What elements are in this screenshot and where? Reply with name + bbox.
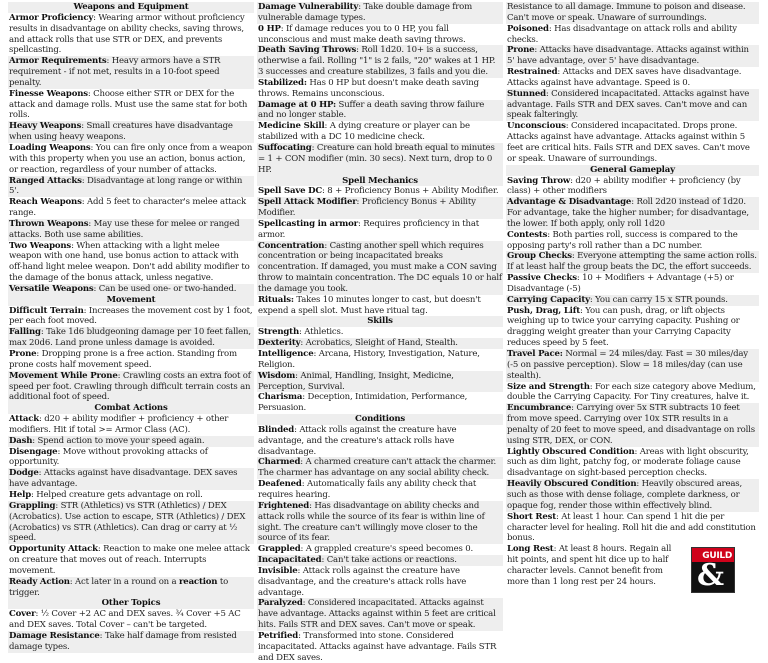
- rule-separator: :: [553, 544, 559, 555]
- rule-description: Helped creature gets advantage on roll.: [36, 489, 203, 500]
- rule-description: Animal, Handling, Insight, Medicine, Perception, Survival.: [258, 370, 454, 392]
- rule-entry-lightly-obscured-condition: [506, 447, 759, 480]
- rule-description: Take half damage from resisted damage types.: [9, 630, 237, 652]
- rule-separator: :: [35, 609, 41, 620]
- rule-description: Crawling costs an extra foot of speed per foot. Crawling through difficult terrain costs an additional foot of speed.: [9, 370, 251, 403]
- rule-description: Requires proficiency in that armor.: [258, 218, 480, 240]
- rule-entry-death-saving-throws: [257, 45, 503, 78]
- rule-entry-size-and-strength: [506, 382, 759, 404]
- rule-description: A dying creature or player can be stabilized with a DC 10 medicine check.: [258, 121, 470, 143]
- rule-separator: :: [309, 500, 315, 511]
- rule-description: Suffer a death saving throw failure and no longer stable.: [258, 99, 485, 121]
- rule-term: Reach Weapons: [9, 197, 82, 208]
- rule-description: 8 + Proficiency Bonus + Ability Modifier.: [327, 186, 499, 197]
- rule-description: Proficiency Bonus + Ability Modifier.: [258, 197, 476, 219]
- rule-entry-stabilized: [257, 78, 503, 100]
- rule-term: Contests: [507, 229, 548, 240]
- rule-term: Finesse Weapons: [9, 88, 88, 99]
- rule-separator: :: [358, 2, 364, 12]
- rule-description: Heavy armors have a STR requirement - if not met, results in a 10-foot speed penalty.: [9, 56, 221, 88]
- rule-entry-spellcasting-in-armor: [257, 219, 503, 241]
- rule-entry-damage-resistance: [8, 631, 254, 653]
- rule-entry-loading-weapons: [8, 143, 254, 176]
- rule-term: Heavily Obscured Condition: [507, 479, 637, 490]
- rule-entry-paralyzed: [257, 598, 503, 631]
- rule-separator: :: [93, 12, 99, 23]
- rule-term: Long Rest: [507, 544, 554, 555]
- rule-description: Acrobatics, Sleight of Hand, Stealth.: [305, 338, 458, 349]
- rule-term: Damage Vulnerability: [258, 2, 359, 12]
- rule-description: STR (Athletics) vs STR (Athletics) / DEX (Acrobatics). Use action to escape, STR (Athletics) / DEX (Acrobatics) vs STR (Athletics). Can drag or carry at ½ speed.: [9, 500, 246, 544]
- rule-description: Deception, Intimidation, Performance, Persuasion.: [258, 392, 468, 414]
- rule-description: Act later in a round on a: [75, 576, 179, 587]
- rule-term: Ready Action: [9, 576, 70, 587]
- rule-term: Damage at 0 HP:: [258, 99, 336, 110]
- rule-separator: :: [81, 175, 87, 186]
- rule-entry-armor-proficiency: [8, 13, 254, 56]
- rule-entry-grappled: [257, 544, 503, 555]
- rule-separator: :: [280, 23, 286, 34]
- rule-entry-heavy-weapons: [8, 121, 254, 143]
- rule-term: Frightened: [258, 500, 310, 511]
- rule-separator: :: [570, 175, 576, 186]
- rule-description: Has 0 HP but doesn't make death saving throws. Remains unconscious.: [258, 77, 479, 99]
- section-heading-movement: Movement: [8, 295, 254, 306]
- rule-entry-damage-at-0-hp: [257, 100, 503, 122]
- rule-description: Roll 2d20 instead of 1d20. For advantage, take the higher number; for disadvantage, the lower. If both apply, only roll 1d20: [507, 197, 749, 229]
- rule-term: Deafened: [258, 479, 302, 490]
- rule-description: Automatically fails any ability check that requires hearing.: [258, 479, 477, 500]
- rule-term: Intelligence: [258, 349, 314, 359]
- rule-separator: :: [83, 305, 89, 316]
- rule-entry-spell-save-dc: [257, 186, 503, 197]
- rule-entry-strength: [257, 327, 503, 338]
- rule-entry-restrained: [506, 67, 759, 89]
- rule-term: Poisoned: [507, 23, 549, 34]
- rule-entry-charisma: [257, 392, 503, 414]
- rule-term: Short Rest: [507, 511, 557, 522]
- rule-entry-intelligence: [257, 349, 503, 371]
- rule-entry-spell-attack-modifier: [257, 197, 503, 219]
- rule-description: Has disadvantage on ability checks and attack rolls while the source of its fear is within line of sight. The creature can't willingly move closer to the source of its fear.: [258, 500, 485, 544]
- rule-description: Areas with light obscurity, such as dim light, patchy fog, or moderate foliage cause disadvantage on sight-based perception checks.: [507, 446, 749, 479]
- rule-term: Charmed: [258, 457, 301, 468]
- rule-term: Prone: [9, 349, 37, 359]
- rule-separator: :: [589, 381, 595, 392]
- rule-term: Spell Attack Modifier: [258, 197, 357, 208]
- rule-separator: :: [38, 414, 45, 425]
- section-heading-conditions: Conditions: [257, 414, 503, 425]
- rule-description: Attacks have disadvantage. Attacks against within 5' have advantage, over 5' have disadvantage.: [507, 45, 749, 67]
- rule-term: Loading Weapons: [9, 142, 91, 153]
- rule-separator: :: [547, 229, 553, 240]
- rule-separator: :: [322, 186, 328, 197]
- section-heading-other-topics: Other Topics: [8, 598, 254, 609]
- rule-term: Blinded: [258, 424, 295, 435]
- rule-entry-prone: [506, 45, 759, 67]
- rule-entry-prone: [8, 349, 254, 371]
- rule-term: Damage Resistance: [9, 630, 100, 641]
- rule-description: Can be used one- or two-handed.: [98, 283, 237, 294]
- rule-description: Both parties roll, success is compared to the opposing party's roll rather than a DC number.: [507, 229, 738, 251]
- rule-entry-stunned: [506, 89, 759, 122]
- rule-entry-blinded: [257, 425, 503, 458]
- rule-separator: :: [294, 424, 300, 435]
- rule-entry-poisoned: [506, 24, 759, 46]
- rule-description: Considered incapacitated. Attacks against have advantage. Attacks against within 5 feet are critical hits. Fails STR and DEX saves. Can't move or speak.: [258, 598, 496, 631]
- rule-description: At least 8 hours. Regain all hit points, and spent hit dice up to half character levels. Cannot benefit from more than 1 long rest per 24 hours.: [507, 544, 672, 587]
- rule-term: Saving Throw: [507, 175, 571, 186]
- rule-description: Take double damage from vulnerable damage types.: [258, 2, 473, 23]
- rule-entry-cover: [8, 609, 254, 631]
- rule-entry-continuation: [506, 2, 759, 24]
- rule-description: Attack rolls against the creature have disadvantage, and the creature's attack rolls have advantage.: [258, 565, 467, 598]
- section-heading-weapons-and-equipment: Weapons and Equipment: [8, 2, 254, 13]
- rule-term: Travel Pace:: [507, 349, 563, 359]
- rule-description: Reaction to make one melee attack on creature that moves out of reach. Interrupts movement.: [9, 544, 250, 576]
- rule-separator: :: [302, 598, 308, 609]
- rule-description: Choose either STR or DEX for the attack and damage rolls. Must use the same stat for both rolls.: [9, 88, 248, 121]
- rule-separator: :: [40, 327, 47, 338]
- rule-separator: :: [321, 555, 327, 566]
- rule-entry-damage-vulnerability: [257, 2, 503, 24]
- rule-term: Movement While Prone: [9, 370, 118, 381]
- rule-entry-opportunity-attack: [8, 544, 254, 577]
- rule-description: Disadvantage at long range or within 5'.: [9, 175, 243, 197]
- rule-entry-medicine-skill: [257, 121, 503, 143]
- rule-entry-petrified: [257, 631, 503, 663]
- rule-term: Size and Strength: [507, 381, 590, 392]
- rule-description: Casting another spell which requires concentration or being incapacitated breaks concentration. If damaged, you must make a CON saving throw to maintain concentration. The DC equals 10 or half the damage you took.: [258, 240, 502, 294]
- rule-term: Charisma: [258, 392, 303, 403]
- rule-entry-movement-while-prone: [8, 371, 254, 404]
- rule-term: Versatile Weapons: [9, 283, 94, 294]
- rule-entry-rituals: [257, 295, 503, 317]
- rule-term: Unconscious: [507, 121, 566, 132]
- rule-term: Stunned: [507, 88, 546, 99]
- rule-description: You can fire only once from a weapon with this property when you use an action, bonus action, or reaction, regardless of your number of attacks.: [9, 142, 253, 175]
- column-1: [8, 2, 254, 652]
- rule-separator: :: [356, 45, 362, 56]
- rule-entry-concentration: [257, 241, 503, 295]
- rule-separator: :: [356, 197, 362, 208]
- rule-separator: :: [631, 197, 637, 208]
- rule-separator: :: [38, 468, 44, 479]
- rule-separator: :: [99, 630, 105, 641]
- rule-term: Opportunity Attack: [9, 544, 98, 555]
- rule-separator: :: [298, 630, 304, 641]
- section-heading-spell-mechanics: Spell Mechanics: [257, 176, 503, 187]
- section-heading-general-gameplay: General Gameplay: [506, 165, 759, 176]
- rule-entry-carrying-capacity: [506, 295, 759, 306]
- rule-term: Prone: [507, 45, 535, 56]
- rule-separator: :: [81, 121, 87, 132]
- rule-separator: :: [57, 446, 63, 457]
- rule-separator: :: [636, 479, 642, 490]
- rule-term: Push, Drag, Lift: [507, 305, 580, 316]
- rule-entry-wisdom: [257, 371, 503, 393]
- rule-description: When attacking with a light melee weapon with one hand, use bonus action to attack with off-hand light melee weapon. Don't add ability modifier to the damage of the bonus attack, unless negative.: [9, 240, 250, 284]
- rule-separator: :: [117, 370, 123, 381]
- rule-description: Creature can hold breath equal to minutes = 1 + CON modifier (min. 30 secs). Next turn, drop to 0 HP.: [258, 142, 495, 175]
- rule-separator: :: [571, 403, 577, 414]
- rule-term: Petrified: [258, 630, 299, 641]
- dnd-guild-logo-icon: [691, 547, 735, 593]
- rule-entry-attack: [8, 414, 254, 436]
- column-3: [506, 2, 759, 593]
- rule-separator: :: [295, 370, 301, 381]
- rule-separator: :: [548, 23, 555, 34]
- rule-separator: :: [90, 142, 96, 153]
- rule-entry-two-weapons: [8, 241, 254, 284]
- rule-separator: :: [55, 500, 61, 511]
- rule-separator: :: [313, 349, 319, 359]
- rule-separator: :: [534, 45, 540, 56]
- rule-description: Small creatures have disadvantage when using heavy weapons.: [9, 121, 233, 143]
- logo-guild-text: GUILD: [702, 551, 732, 562]
- rule-description: Spend action to move your speed again.: [37, 435, 205, 446]
- rule-description: Carrying over 5x STR subtracts 10 feet from move speed. Carrying over 10x STR results in a penalty of 20 feet to move speed, and disadvantage on rolls using STR, DEX, or CON.: [507, 403, 755, 446]
- rule-entry-incapacitated: [257, 555, 503, 566]
- rule-description: ½ Cover +2 AC and DEX saves. ¾ Cover +5 AC and DEX saves. Total Cover – can't be targeted.: [9, 609, 241, 631]
- rule-separator: :: [634, 446, 640, 457]
- rule-term: Stabilized:: [258, 77, 307, 88]
- rule-term: Carrying Capacity: [507, 294, 590, 305]
- rule-term: Armor Proficiency: [9, 12, 94, 23]
- rule-description: A grappled creature's speed becomes 0.: [305, 544, 473, 555]
- rule-description: At least 1 hour. Can spend 1 hit die per character level for healing. Roll hit die and add constitution bonus.: [507, 511, 756, 544]
- rule-entry-deafened: [257, 479, 503, 501]
- rule-entry-travel-pace: [506, 349, 759, 382]
- rule-entry-ranged-attacks: [8, 176, 254, 198]
- rule-term: Death Saving Throws: [258, 45, 357, 56]
- rule-separator: :: [565, 121, 572, 132]
- rule-term: Dash: [9, 435, 33, 446]
- rule-separator: :: [311, 142, 317, 153]
- rule-entry-invisible: [257, 566, 503, 599]
- rule-separator: :: [556, 511, 562, 522]
- rule-term: Lightly Obscured Condition: [507, 446, 635, 457]
- rule-separator: :: [87, 88, 94, 99]
- rule-description-tail: to trigger.: [9, 576, 229, 598]
- rule-separator: :: [93, 283, 99, 294]
- rule-term: Paralyzed: [258, 598, 303, 609]
- rule-term: Heavy Weapons: [9, 121, 82, 132]
- rule-description: Attacks against have disadvantage. DEX saves have advantage.: [9, 468, 238, 490]
- rule-term: Difficult Terrain: [9, 305, 84, 316]
- rule-entry-disengage: [8, 447, 254, 469]
- rule-description: d20 + ability modifier + proficiency + other modifiers. Hit if total >= Armor Class (AC).: [9, 414, 229, 435]
- rule-entry-0-hp: [257, 24, 503, 46]
- rule-description: Heavily obscured areas, such as those with dense foliage, complete darkness, or opaque fog, render those within effectively blind.: [507, 479, 742, 511]
- rule-separator: :: [69, 576, 76, 587]
- rule-term: Rituals:: [258, 294, 294, 305]
- rule-description: Everyone attempting the same action rolls. If at least half the group beats the DC, the effort succeeds.: [507, 251, 757, 273]
- rule-entry-passive-checks: [506, 273, 759, 295]
- rule-description: 10 + Modifiers + Advantage (+5) or Disadvantage (-5): [507, 273, 734, 294]
- section-heading-combat-actions: Combat Actions: [8, 403, 254, 414]
- rule-term: Spell Save DC: [258, 186, 323, 197]
- rule-term: Dexterity: [258, 338, 301, 349]
- rule-description: You can push, drag, or lift objects weighing up to twice your carrying capacity. Pushing or dragging weight greater than your Carrying Capacity reduces speed by 5 feet.: [507, 305, 740, 349]
- rule-separator: :: [300, 457, 306, 468]
- rule-term: Disengage: [9, 446, 58, 457]
- rule-description: Considered incapacitated. Drops prone. Attacks against have advantage. Attacks against within 5 feet are critical hits. Fails STR and DEX saves. Can't move or speak. Unaware of surroundings.: [507, 121, 750, 164]
- rule-separator: :: [576, 273, 583, 284]
- rule-entry-finesse-weapons: [8, 89, 254, 122]
- rule-entry-difficult-terrain: [8, 306, 254, 328]
- rule-separator: :: [300, 338, 306, 349]
- rule-term: Two Weapons: [9, 240, 72, 251]
- rule-description: Take 1d6 bludgeoning damage per 10 feet fallen, max 20d6. Land prone unless damage is avoided.: [9, 327, 251, 349]
- rule-entry-ready-action: [8, 577, 254, 599]
- rule-entry-dash: [8, 436, 254, 447]
- rule-separator: :: [324, 240, 330, 251]
- rule-entry-help: [8, 490, 254, 501]
- rule-separator: :: [97, 544, 104, 555]
- rule-term: Falling: [9, 327, 41, 338]
- rule-entry-suffocating: [257, 143, 503, 176]
- long-rest-with-logo: [506, 544, 759, 594]
- rule-entry-short-rest: [506, 512, 759, 545]
- rule-separator: :: [571, 251, 578, 262]
- rule-separator: :: [557, 67, 563, 78]
- rule-entry-dexterity: [257, 338, 503, 349]
- rule-description: Dropping prone is a free action. Standing from prone costs half movement speed.: [9, 349, 237, 370]
- rule-term: Ranged Attacks: [9, 175, 82, 186]
- rule-separator: :: [36, 349, 42, 359]
- rule-term: Help: [9, 489, 32, 500]
- rule-separator: :: [81, 197, 87, 208]
- rule-entry-frightened: [257, 501, 503, 544]
- rule-entry-advantage-disadvantage: [506, 197, 759, 230]
- rule-term: Medicine Skill: [258, 121, 325, 132]
- rule-description: May use these for melee or ranged attacks. Both use same abilities.: [9, 218, 240, 240]
- rule-separator: :: [589, 294, 596, 305]
- rule-entry-thrown-weapons: [8, 219, 254, 241]
- rule-term: 0 HP: [258, 23, 281, 34]
- rule-description: d20 + ability modifier + proficiency (by class) + other modifiers: [507, 175, 741, 197]
- rule-entry-saving-throw: [506, 176, 759, 198]
- rule-description: Roll 1d20. 10+ is a success, otherwise a fail. Rolling "1" is 2 fails, "20" wakes at 1 HP. 3 successes and creature stabilizes, 3 fails and you die.: [258, 45, 496, 78]
- rule-separator: :: [298, 327, 305, 338]
- rule-description: Resistance to all damage. Immune to poison and disease. Can't move or speak. Unaware of surroundings.: [507, 2, 746, 23]
- rule-term: Wisdom: [258, 370, 296, 381]
- rule-description: Arcana, History, Investigation, Nature, Religion.: [258, 349, 480, 370]
- rule-separator: :: [31, 489, 37, 500]
- rule-description: Wearing armor without proficiency results in disadvantage on ability checks, saving throws, and attack rolls that use STR or DEX, and prevents spellcasting.: [9, 12, 245, 56]
- rule-inline-emphasis: reaction: [178, 576, 218, 587]
- rule-entry-heavily-obscured-condition: [506, 479, 759, 512]
- rule-entry-versatile-weapons: [8, 284, 254, 295]
- rule-term: Strength: [258, 327, 299, 338]
- rule-description: Add 5 feet to character's melee attack range.: [9, 197, 246, 219]
- rule-separator: :: [302, 392, 308, 403]
- rule-term: Armor Requirements: [9, 56, 107, 67]
- rule-term: Grappling: [9, 500, 56, 511]
- rule-term: Cover: [9, 609, 36, 620]
- rule-description: Athletics.: [304, 327, 344, 338]
- rule-description: For each size category above Medium, double the Carrying Capacity. For Tiny creatures, halve it.: [507, 381, 756, 403]
- rule-entry-contests: [506, 230, 759, 252]
- rule-entry-push-drag-lift: [506, 306, 759, 349]
- rule-term: Restrained: [507, 67, 558, 78]
- rule-term: Thrown Weapons: [9, 218, 89, 229]
- rule-entry-falling: [8, 327, 254, 349]
- rule-separator: :: [300, 544, 306, 555]
- rule-term: Concentration: [258, 240, 325, 251]
- rule-separator: :: [357, 218, 364, 229]
- rule-separator: :: [324, 121, 330, 132]
- rule-separator: :: [545, 88, 552, 99]
- rule-description: Considered incapacitated. Attacks against have advantage. Fails STR and DEX saves. Can't move and can speak falteringly.: [507, 88, 750, 121]
- column-2: [257, 2, 503, 663]
- rule-term: Encumbrance: [507, 403, 572, 414]
- rule-description: Increases the movement cost by 1 foot, per each foot moved.: [9, 305, 253, 327]
- rule-description: If damage reduces you to 0 HP, you fall unconscious and must make death saving throws.: [258, 23, 466, 45]
- rule-description: You can carry 15 x STR pounds.: [595, 294, 728, 305]
- rule-description: Move without provoking attacks of opportunity.: [9, 446, 208, 468]
- rule-description: Can't take actions or reactions.: [326, 555, 457, 566]
- rule-description: A charmed creature can't attack the charmer. The charmer has advantage on any social ability check.: [258, 457, 496, 479]
- rule-separator: :: [301, 479, 307, 490]
- rule-description: Has disadvantage on attack rolls and ability checks.: [507, 23, 737, 45]
- rule-entry-grappling: [8, 501, 254, 544]
- rule-term: Invisible: [258, 565, 298, 576]
- rule-description: Attacks and DEX saves have disadvantage. Attacks against have advantage. Speed is 0.: [507, 67, 742, 88]
- rule-entry-reach-weapons: [8, 197, 254, 219]
- rule-term: Suffocating: [258, 142, 312, 153]
- rule-description: Transformed into stone. Considered incapacitated. Attacks against have advantage. Fails STR and DEX saves.: [258, 630, 497, 663]
- rule-term: Advantage & Disadvantage: [507, 197, 632, 208]
- rule-term: Spellcasting in armor: [258, 218, 358, 229]
- rule-separator: :: [88, 218, 94, 229]
- rule-separator: :: [71, 240, 77, 251]
- rule-term: Passive Checks: [507, 273, 577, 284]
- ampersand-dragon-icon: &: [697, 558, 724, 594]
- rule-term: Dodge: [9, 468, 39, 479]
- rule-description: Takes 10 minutes longer to cast, but doesn't expend a spell slot. Must have ritual tag.: [258, 294, 481, 316]
- rule-separator: :: [297, 565, 303, 576]
- rule-term: Group Checks: [507, 251, 572, 262]
- rule-entry-encumbrance: [506, 403, 759, 446]
- rule-entry-dodge: [8, 468, 254, 490]
- section-heading-skills: Skills: [257, 316, 503, 327]
- rule-term: Grappled: [258, 544, 301, 555]
- rule-entry-armor-requirements: [8, 56, 254, 89]
- rule-separator: :: [32, 435, 38, 446]
- rule-entry-charmed: [257, 457, 503, 479]
- rule-entry-unconscious: [506, 121, 759, 164]
- rule-separator: :: [106, 56, 112, 67]
- rule-description: Attack rolls against the creature have advantage, and the creature's attack rolls have disadvantage.: [258, 424, 457, 457]
- rule-entry-group-checks: [506, 251, 759, 273]
- rule-term: Attack: [9, 414, 39, 425]
- rule-separator: :: [580, 305, 586, 316]
- rule-description: Normal = 24 miles/day. Fast = 30 miles/day (-5 on passive perception). Slow = 18 miles/day (can use stealth).: [507, 349, 748, 381]
- rule-term: Incapacitated: [258, 555, 322, 566]
